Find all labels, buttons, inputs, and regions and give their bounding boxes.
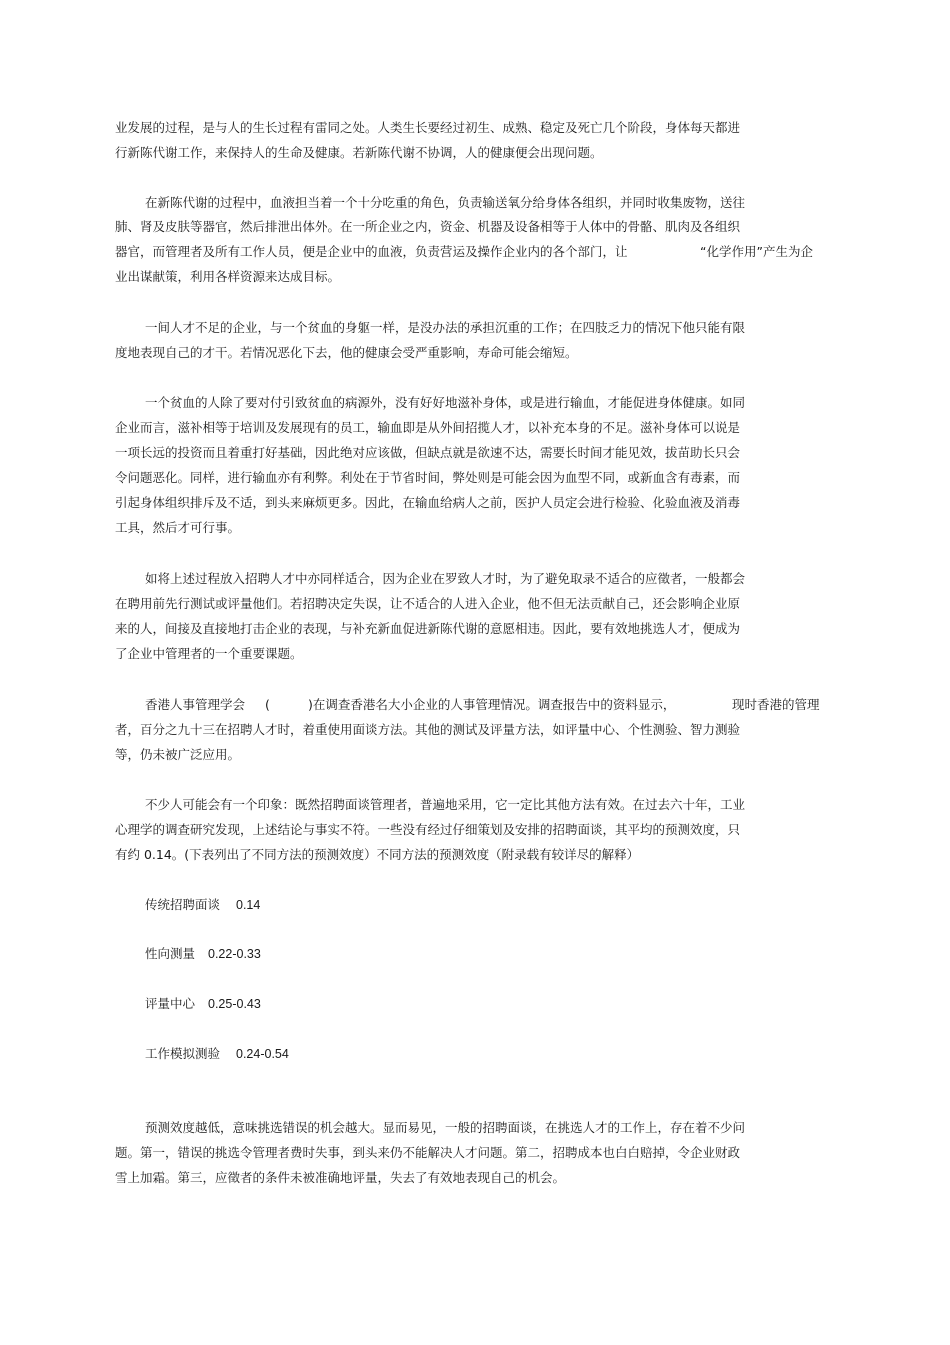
method-value: 0.24-0.54 bbox=[236, 1047, 289, 1061]
paragraph-4-line-1: 一个贫血的人除了要对付引致贫血的病源外，没有好好地滋补身体，或是进行输血，才能促进身体健康。如同 bbox=[145, 395, 746, 410]
paragraph-4-line-4: 令问题恶化。同样，进行输血亦有利弊。利处在于节省时间，弊处则是可能会因为血型不同，或新血含有毒素，而 bbox=[115, 470, 741, 485]
paragraph-2-line-4: 业出谋献策，利用各样资源来达成目标。 bbox=[115, 269, 341, 284]
method-name: 工作模拟测验 bbox=[145, 1046, 221, 1061]
paragraph-3-line-1: 一间人才不足的企业，与一个贫血的身躯一样，是没办法的承担沉重的工作；在四肢乏力的情况下他只能有限 bbox=[145, 320, 746, 335]
paragraph-6-line-3: 等，仍未被广泛应用。 bbox=[115, 747, 241, 762]
paragraph-2-line-3: 器官，而管理者及所有工作人员，便是企业中的血液，负责营运及操作企业内的各个部门，让 bbox=[115, 244, 628, 259]
method-value: 0.22-0.33 bbox=[208, 947, 261, 961]
paragraph-8-line-2: 题。第一，错误的挑选令管理者费时失事，到头来仍不能解决人才问题。第二，招聘成本也白白赔掉，令企业财政 bbox=[115, 1145, 741, 1160]
paragraph-6-org-name: 香港人事管理学会 bbox=[145, 697, 246, 712]
paragraph-2-line-1: 在新陈代谢的过程中，血液担当着一个十分吃重的角色，负责输送氧分给身体各组织，并同时收集废物，送往 bbox=[145, 195, 746, 210]
paragraph-2-line-3-tail: “化学作用”产生为企 bbox=[700, 244, 813, 259]
paragraph-1-line-1: 业发展的过程，是与人的生长过程有雷同之处。人类生长要经过初生、成熟、稳定及死亡几个阶段，身体每天都进 bbox=[115, 120, 741, 135]
paragraph-2-line-2: 肺、肾及皮肤等器官，然后排泄出体外。在一所企业之内，资金、机器及设备相等于人体中的骨骼、肌肉及各组织 bbox=[115, 219, 741, 234]
paragraph-7-line-2: 心理学的调查研究发现，上述结论与事实不符。一些没有经过仔细策划及安排的招聘面谈，其平均的预测效度，只 bbox=[115, 822, 741, 837]
paragraph-5-line-2: 在聘用前先行测试或评量他们。若招聘决定失误，让不适合的人进入企业，他不但无法贡献自己，还会影响企业原 bbox=[115, 596, 741, 611]
paragraph-6-line-1: )在调查香港名大小企业的人事管理情况。调查报告中的资料显示， bbox=[308, 697, 676, 712]
paragraph-5-line-4: 了企业中管理者的一个重要课题。 bbox=[115, 646, 303, 661]
method-name: 传统招聘面谈 bbox=[145, 897, 221, 912]
method-name: 性向测量 bbox=[145, 946, 196, 961]
paragraph-7-line-1: 不少人可能会有一个印象：既然招聘面谈管理者，普遍地采用，它一定比其他方法有效。在过去六十年，工业 bbox=[145, 797, 746, 812]
paragraph-4-line-6: 工具，然后才可行事。 bbox=[115, 520, 241, 535]
method-name: 评量中心 bbox=[145, 996, 196, 1011]
paragraph-5-line-1: 如将上述过程放入招聘人才中亦同样适合，因为企业在罗致人才时，为了避免取录不适合的应徵者，一般都会 bbox=[145, 571, 746, 586]
paragraph-5-line-3: 来的人，间接及直接地打击企业的表现，与补充新血促进新陈代谢的意愿相违。因此，要有效地挑选人才，便成为 bbox=[115, 621, 741, 636]
paragraph-6-line-1-tail: 现时香港的管理 bbox=[732, 697, 820, 712]
method-value: 0.14 bbox=[236, 898, 261, 912]
paragraph-1-line-2: 行新陈代谢工作，来保持人的生命及健康。若新陈代谢不协调，人的健康便会出现问题。 bbox=[115, 145, 603, 160]
paragraph-7-line-3: 有约 0.14。(下表列出了不同方法的预测效度）不同方法的预测效度（附录载有较详尽的解释） bbox=[115, 847, 640, 862]
paragraph-8-line-3: 雪上加霜。第三，应徵者的条件未被准确地评量，失去了有效地表现自己的机会。 bbox=[115, 1170, 566, 1185]
paragraph-6-line-2: 者，百分之九十三在招聘人才时，着重使用面谈方法。其他的测试及评量方法，如评量中心、个性测验、智力测验 bbox=[115, 722, 741, 737]
paragraph-4-line-5: 引起身体组织排斥及不适，到头来麻烦更多。因此，在输血给病人之前，医护人员定会进行检验、化验血液及消毒 bbox=[115, 495, 741, 510]
paragraph-4-line-3: 一项长远的投资而且着重打好基础，因此绝对应该做，但缺点就是欲速不达，需要长时间才能见效，拔苗助长只会 bbox=[115, 445, 741, 460]
paragraph-6-open-paren: ( bbox=[265, 697, 270, 712]
paragraph-8-line-1: 预测效度越低，意味挑选错误的机会越大。显而易见，一般的招聘面谈，在挑选人才的工作上，存在着不少问 bbox=[145, 1120, 746, 1135]
paragraph-4-line-2: 企业而言，滋补相等于培训及发展现有的员工，输血即是从外间招揽人才，以补充本身的不足。滋补身体可以说是 bbox=[115, 420, 741, 435]
paragraph-3-line-2: 度地表现自己的才干。若情况恶化下去，他的健康会受严重影响，寿命可能会缩短。 bbox=[115, 345, 578, 360]
method-value: 0.25-0.43 bbox=[208, 997, 261, 1011]
